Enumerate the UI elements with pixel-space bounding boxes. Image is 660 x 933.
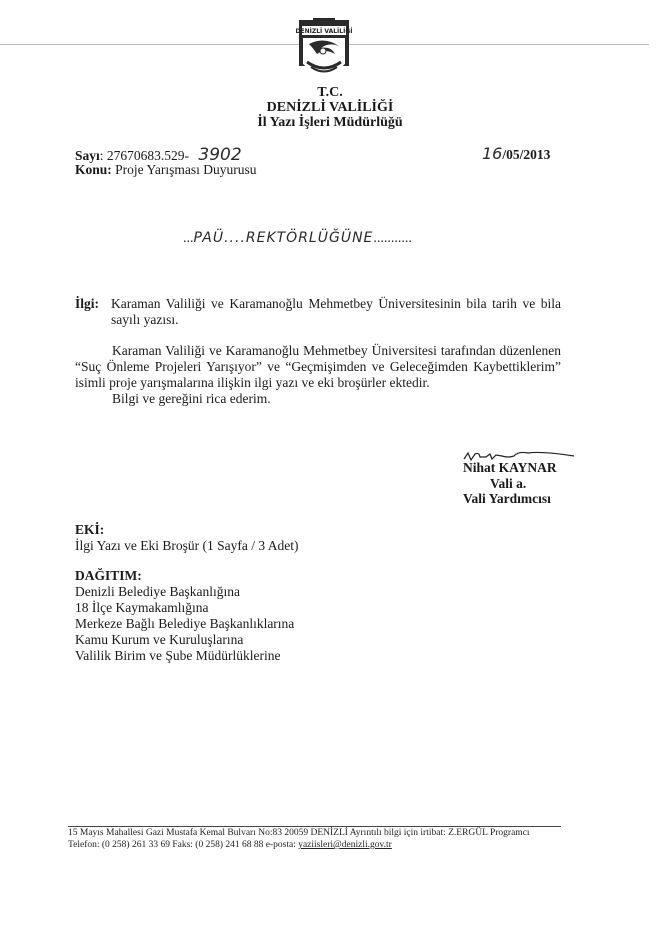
konu-value: Proje Yarışması Duyurusu [115, 162, 257, 177]
addressee-handwritten: PAÜ....REKTÖRLÜĞÜNE [193, 230, 374, 246]
footer-email-link[interactable]: yaziisleri@denizli.gov.tr [298, 840, 392, 850]
ekler-item: İlgi Yazı ve Eki Broşür (1 Sayfa / 3 Adet) [75, 538, 299, 553]
header-tc: T.C. [317, 85, 343, 100]
footer-phone-fax: Telefon: (0 258) 261 33 69 Faks: (0 258) 241 68 88 e-posta: [68, 840, 299, 850]
date-value: /05/2013 [502, 147, 551, 162]
konu-label: Konu: [75, 162, 112, 177]
addressee-dots-after: ........... [373, 231, 412, 246]
addressee-dots-before: ... [183, 231, 194, 246]
header-valilik: DENİZLİ VALİLİĞİ [266, 100, 394, 115]
dagitim-item: Denizli Belediye Başkanlığına [75, 584, 240, 599]
dagitim-item: Merkeze Bağlı Belediye Başkanlıklarına [75, 616, 295, 631]
dagitim-item: Valilik Birim ve Şube Müdürlüklerine [75, 648, 281, 663]
dagitim-list [75, 584, 294, 664]
dagitim-item: Kamu Kurum ve Kuruluşlarına [75, 632, 244, 647]
konu-line [75, 162, 257, 178]
ilgi-text: Karaman Valiliği ve Karamanoğlu Mehmetbey Üniversitesinin bila tarih ve bila sayılı yazısı. [111, 296, 561, 327]
ekler-label: EKİ: [75, 522, 105, 537]
body-paragraph-1: Karaman Valiliği ve Karamanoğlu Mehmetbey Üniversitesi tarafından düzenlenen “Suç Önleme Projeleri Yarışıyor” ve “Geçmişimden ve Geleceğimden Kaybettiklerim” isimli proje yarışmalarına ilişkin ilgi yazı ve eki broşürler ektedir. [75, 343, 561, 390]
footer-address: 15 Mayıs Mahallesi Gazi Mustafa Kemal Bulvarı No:83 20059 DENİZLİ Ayrıntılı bilgi için irtibat: Z.ERGÜL Programcı [68, 828, 530, 838]
dagitim-item: 18 İlçe Kaymakamlığına [75, 600, 209, 615]
header-rule-left [0, 44, 299, 45]
footer-contact [68, 840, 392, 851]
header-rule-right [349, 44, 649, 45]
date-line [482, 146, 550, 163]
sayi-value: : 27670683.529- [99, 148, 190, 163]
signature-title-1: Vali a. [490, 476, 527, 491]
footer-rule [68, 826, 561, 827]
ilgi-label: İlgi: [75, 296, 100, 311]
addressee [183, 230, 412, 247]
sayi-handwritten: 3902 [198, 145, 242, 165]
date-handwritten: 16 [482, 144, 503, 163]
body-paragraph-2: Bilgi ve gereğini rica ederim. [112, 391, 271, 406]
denizli-valiligi-logo [295, 18, 353, 80]
signature-name: Nihat KAYNAR [463, 460, 557, 475]
header-mudurluk: İl Yazı İşleri Müdürlüğü [257, 115, 403, 130]
sayi-label: Sayı [75, 148, 100, 163]
dagitim-label: DAĞITIM: [75, 568, 142, 583]
signature-title-2: Vali Yardımcısı [463, 491, 551, 506]
logo-text: DENİZLİ VALİLİĞİ [295, 28, 353, 35]
